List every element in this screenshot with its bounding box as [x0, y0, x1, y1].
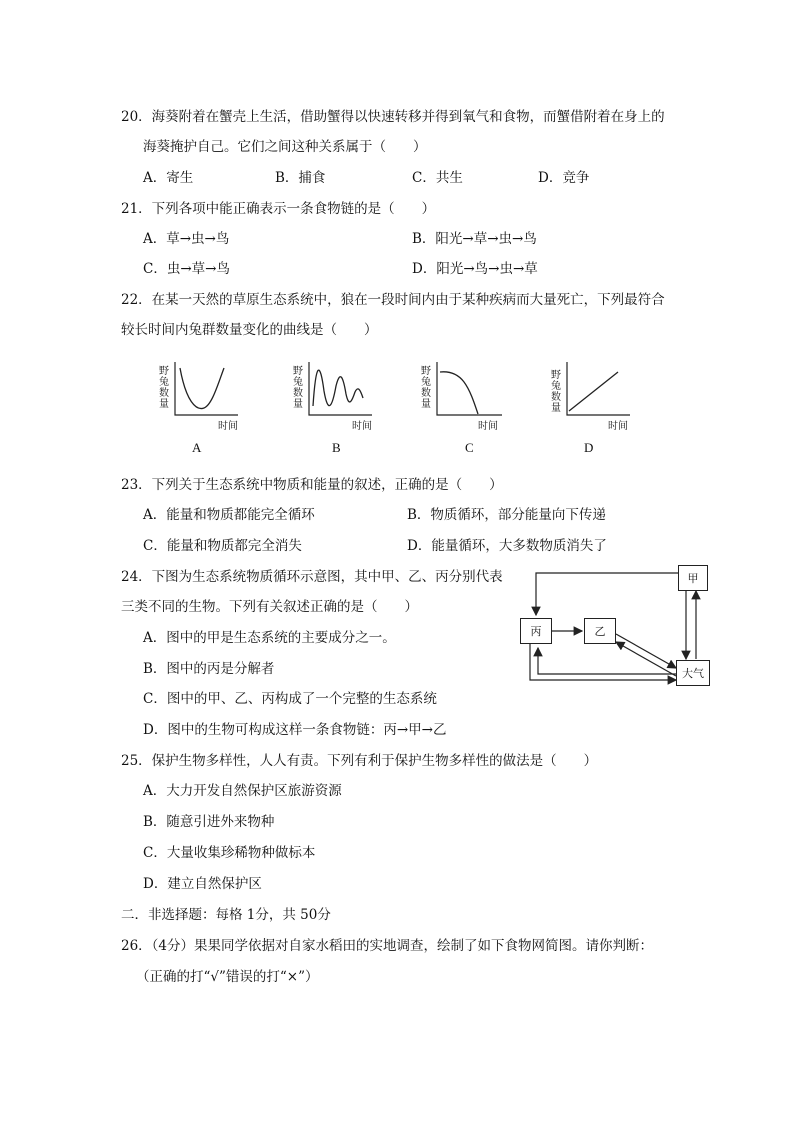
q23-option-b: B．物质循环，部分能量向下传递 — [407, 507, 606, 523]
graph-b-x-label: 时间 — [352, 421, 372, 432]
q22-graph-b — [290, 356, 390, 466]
q20-option-a: A．寄生 — [143, 170, 194, 186]
q24-option-b: B．图中的丙是分解者 — [143, 661, 275, 677]
q21-option-d: D．阳光→鸟→虫→草 — [412, 261, 538, 277]
q21-stem: 21．下列各项中能正确表示一条食物链的是（ ） — [121, 201, 436, 217]
diagram-node-daqi: 大气 — [676, 660, 710, 686]
graph-c-x-label: 时间 — [478, 421, 498, 432]
q25-stem: 25．保护生物多样性，人人有责。下列有利于保护生物多样性的做法是（ ） — [121, 753, 598, 769]
q23-option-c: C．能量和物质都完全消失 — [143, 538, 302, 554]
graph-c-axes — [420, 356, 520, 436]
q26-stem-line2: （正确的打“√”错误的打“×”） — [136, 969, 319, 985]
q23-stem: 23．下列关于生态系统中物质和能量的叙述，正确的是（ ） — [121, 477, 503, 493]
graph-c-letter: C — [465, 440, 474, 455]
diagram-node-jia: 甲 — [678, 565, 708, 591]
q23-option-a: A．能量和物质都能完全循环 — [143, 507, 315, 523]
q22-graph-d — [548, 356, 648, 466]
diagram-node-yi: 乙 — [584, 618, 616, 644]
q22-stem-line1: 22．在某一天然的草原生态系统中，狼在一段时间内由于某种疾病而大量死亡，下列最符合 — [121, 292, 665, 308]
q25-option-a: A．大力开发自然保护区旅游资源 — [143, 783, 342, 799]
graph-a-y-label: 野兔数量 — [159, 366, 169, 410]
graph-b-letter: B — [332, 440, 341, 455]
graph-d-axes — [548, 356, 648, 436]
q24-stem-line1: 24．下图为生态系统物质循环示意图，其中甲、乙、丙分别代表 — [121, 569, 503, 585]
graph-d-y-label: 野兔数量 — [551, 370, 561, 414]
diagram-node-bing: 丙 — [520, 618, 552, 644]
graph-a-x-label: 时间 — [218, 421, 238, 432]
q20-option-d: D．竞争 — [538, 170, 590, 186]
q21-option-a: A．草→虫→鸟 — [143, 231, 230, 247]
graph-b-y-label: 野兔数量 — [293, 366, 303, 410]
q25-option-c: C．大量收集珍稀物种做标本 — [143, 845, 316, 861]
section-2-heading: 二．非选择题：每格 1分，共 50分 — [121, 907, 331, 923]
q20-option-c: C．共生 — [412, 170, 463, 186]
q22-stem-line2: 较长时间内兔群数量变化的曲线是（ ） — [121, 322, 378, 338]
graph-c-y-label: 野兔数量 — [421, 366, 431, 410]
q25-option-b: B．随意引进外来物种 — [143, 814, 275, 830]
q24-option-c: C．图中的甲、乙、丙构成了一个完整的生态系统 — [143, 691, 437, 707]
q23-option-d: D．能量循环，大多数物质消失了 — [407, 538, 607, 554]
q21-option-b: B．阳光→草→虫→鸟 — [412, 231, 537, 247]
graph-d-letter: D — [584, 440, 594, 455]
q22-graph-c — [420, 356, 520, 466]
graph-d-x-label: 时间 — [608, 421, 628, 432]
q24-option-d: D．图中的生物可构成这样一条食物链：丙→甲→乙 — [143, 722, 447, 738]
q24-stem-line2: 三类不同的生物。下列有关叙述正确的是（ ） — [121, 599, 418, 615]
graph-b-axes — [290, 356, 390, 436]
q26-stem-line1: 26．（4分）果果同学依据对自家水稻田的实地调查，绘制了如下食物网简图。请你判断： — [121, 938, 654, 954]
q21-option-c: C．虫→草→鸟 — [143, 261, 230, 277]
q25-option-d: D．建立自然保护区 — [143, 876, 262, 892]
q24-option-a: A．图中的甲是生态系统的主要成分之一。 — [143, 630, 396, 646]
q20-stem-line1: 20．海葵附着在蟹壳上生活，借助蟹得以快速转移并得到氧气和食物，而蟹借附着在身上的 — [121, 109, 665, 125]
graph-a-letter: A — [192, 440, 202, 455]
graph-a-axes — [156, 356, 256, 436]
q20-option-b: B．捕食 — [275, 170, 326, 186]
q22-graph-a — [156, 356, 256, 466]
q20-stem-line2: 海葵掩护自己。它们之间这种关系属于（ ） — [143, 139, 427, 155]
